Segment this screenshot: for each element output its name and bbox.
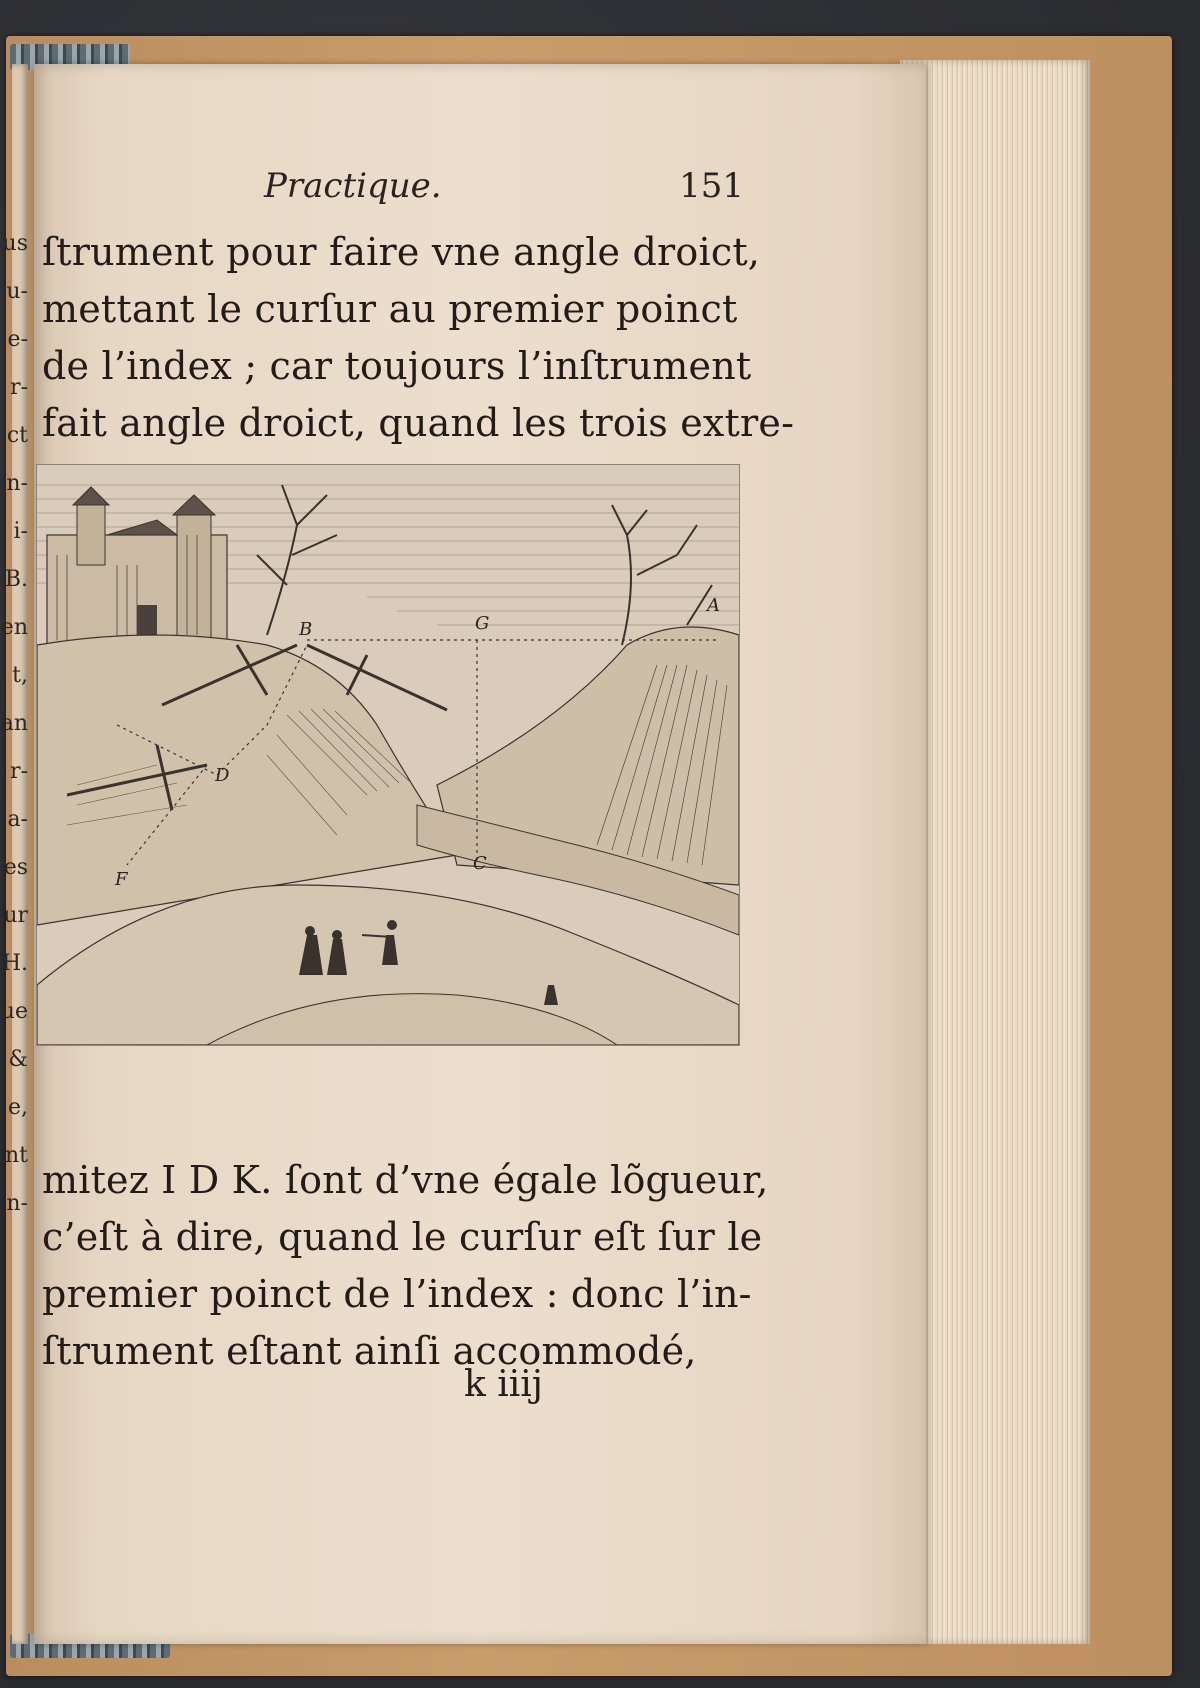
engraving-svg: [37, 465, 739, 1045]
text-line: mitez I D K. ſont d’vne égale lõgueur,: [42, 1158, 769, 1202]
running-title: Practique.: [264, 166, 442, 206]
text-top: [42, 224, 795, 452]
fragment: nt: [4, 1143, 28, 1168]
fragment: n-: [6, 471, 28, 496]
engraving-illustration: [36, 464, 740, 1046]
text-line: de l’index ; car toujours l’inſtrument: [42, 344, 752, 388]
fragment: t,: [12, 663, 28, 688]
text-line: c’eſt à dire, quand le curſur eſt ſur le: [42, 1215, 763, 1259]
label-f: F: [115, 869, 128, 890]
book-page: [34, 64, 926, 1644]
running-head: [264, 166, 744, 210]
signature-mark: k iiij: [464, 1364, 543, 1405]
label-g: G: [475, 613, 490, 634]
text-line: fait angle droict, quand les trois extre-: [42, 401, 795, 445]
label-d: D: [215, 765, 230, 786]
text-line: ſtrument pour faire vne angle droict,: [42, 230, 761, 274]
fragment: n-: [6, 1191, 28, 1216]
fragment: ur: [3, 903, 28, 928]
label-c: C: [473, 853, 487, 874]
fragment: ct: [6, 423, 28, 448]
text-bottom: [42, 1152, 769, 1380]
label-b: B: [299, 619, 313, 640]
castle-drawing: [47, 487, 227, 645]
fragment: &: [8, 1047, 28, 1072]
fragment: r-: [10, 375, 28, 400]
fragment: ue: [0, 999, 28, 1024]
fragment: H.: [1, 951, 28, 976]
left-page-fragments: [0, 220, 28, 1420]
left-hill: [37, 635, 457, 925]
fragment: B.: [4, 567, 28, 592]
label-a: A: [707, 595, 720, 616]
text-line: ſtrument eſtant ainſi accommodé,: [42, 1329, 697, 1373]
text-line: mettant le curſur au premier poinct: [42, 287, 738, 331]
page-edges: [900, 60, 1090, 1644]
fragment: i-: [13, 519, 28, 544]
fragment: e,: [7, 1095, 28, 1120]
text-line: premier poinct de l’index : donc l’in-: [42, 1272, 752, 1316]
page-number: 151: [679, 166, 744, 206]
fragment: an: [0, 711, 28, 736]
fragment: e-: [7, 327, 28, 352]
fragment: r-: [10, 759, 28, 784]
fragment: en: [0, 615, 28, 640]
fragment: us: [2, 231, 28, 256]
fragment: u-: [6, 279, 28, 304]
fragment: a-: [7, 807, 28, 832]
fragment: es: [3, 855, 28, 880]
